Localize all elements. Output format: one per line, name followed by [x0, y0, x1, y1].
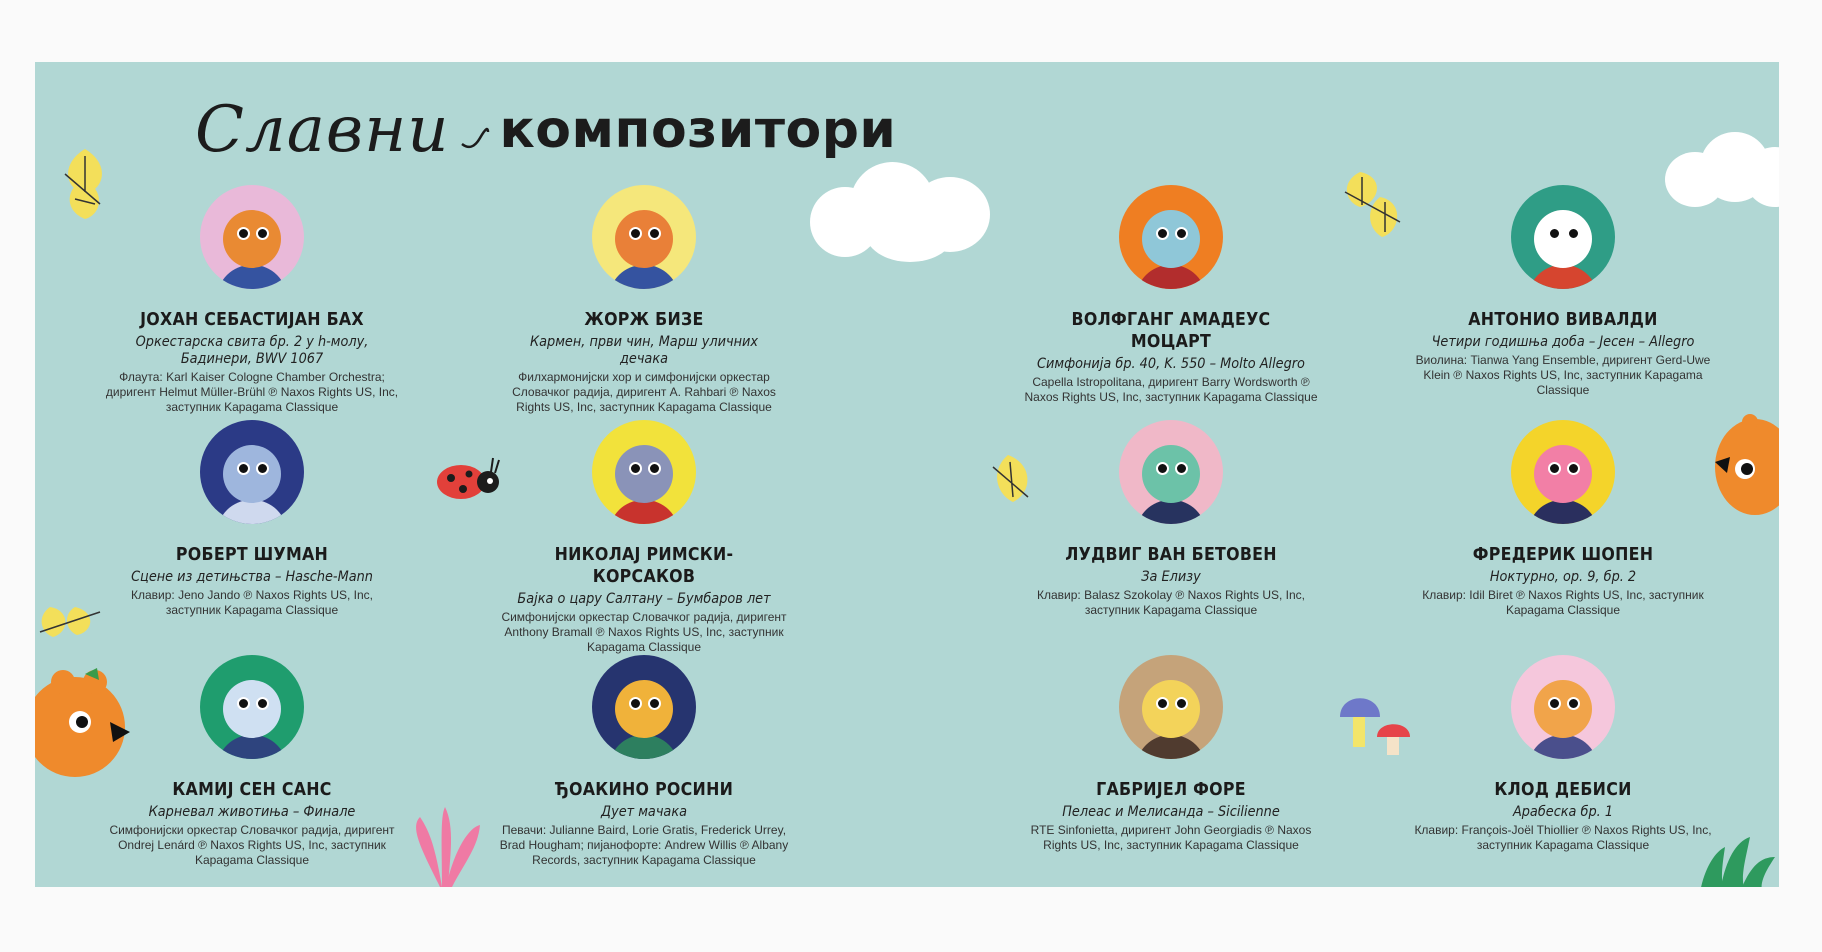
composer-card [1413, 420, 1713, 618]
cloud-decoration [810, 157, 1000, 267]
composer-work: Симфонија бр. 40, K. 550 – Molto Allegro [1037, 356, 1305, 372]
dog-composer-icon [1511, 655, 1615, 759]
composer-work: Пелеас и Мелисанда – Sicilienne [1062, 804, 1280, 820]
composer-card [1413, 655, 1713, 853]
lion-composer-icon [200, 185, 304, 289]
composer-name: ЛУДВИГ ВАН БЕТОВЕН [1065, 544, 1277, 565]
composer-work: Ноктурно, ор. 9, бр. 2 [1489, 569, 1637, 585]
composer-work: Сцене из детињства – Hasche-Mann [131, 569, 373, 585]
composer-name: ВОЛФГАНГ АМАДЕУС МОЦАРТ [1071, 309, 1271, 352]
composer-credit: Флаута: Karl Kaiser Cologne Chamber Orchestra; диригент Helmut Müller-Brühl ℗ Naxos Rights US, Inc, заступник Kapagama Classique [105, 370, 399, 414]
composer-credit: Capella Istropolitana, диригент Barry Wordsworth ℗ Naxos Rights US, Inc, заступник Kapagama Classique [1024, 375, 1318, 404]
composer-work: Оркестарска свита бр. 2 у h-молу, Бадинери, BWV 1067 [135, 334, 369, 367]
composer-credit: Клавир: Jeno Jando ℗ Naxos Rights US, Inc, заступник Kapagama Classique [130, 588, 374, 617]
cat-composer-icon [200, 420, 304, 524]
composer-name: ГАБРИЈЕЛ ФОРЕ [1096, 779, 1246, 800]
peeking-lion-icon [1705, 407, 1779, 527]
composer-name: ЈОХАН СЕБАСТИЈАН БАХ [140, 309, 364, 330]
composer-card [102, 185, 402, 415]
ladybug-icon [433, 454, 501, 500]
composer-name: АНТОНИО ВИВАЛДИ [1468, 309, 1658, 330]
composer-card [494, 185, 794, 415]
composer-name: НИКОЛАЈ РИМСКИ-КОРСАКОВ [554, 544, 734, 587]
composer-credit: Клавир: François-Joël Thiollier ℗ Naxos Rights US, Inc, заступник Kapagama Classique [1414, 823, 1712, 852]
composer-card [1021, 655, 1321, 853]
rabbit-composer-icon [200, 655, 304, 759]
pink-plant-icon [400, 807, 485, 887]
composer-card [494, 655, 794, 868]
sheep-composer-icon [1511, 185, 1615, 289]
composer-work: Арабеска бр. 1 [1512, 804, 1614, 820]
composer-credit: Виолина: Tianwa Yang Ensemble, диригент Gerd-Uwe Klein ℗ Naxos Rights US, Inc, заступник Kapagama Classique [1415, 353, 1711, 397]
composer-name: ЖОРЖ БИЗЕ [584, 309, 704, 330]
composer-name: КЛОД ДЕБИСИ [1494, 779, 1632, 800]
book-spread [35, 62, 1779, 887]
composer-work: За Елизу [1141, 569, 1201, 585]
composer-name: ЂОАКИНО РОСИНИ [554, 779, 734, 800]
composer-card [1413, 185, 1713, 398]
composer-card [102, 420, 402, 618]
composer-card [1021, 185, 1321, 405]
composer-name: РОБЕРТ ШУМАН [175, 544, 329, 565]
title-script: Славни [195, 93, 450, 167]
composer-work: Кармен, први чин, Марш уличних дечака [529, 334, 759, 367]
title-bold: композитори [499, 100, 897, 160]
composer-name: КАМИЈ СЕН САНС [172, 779, 332, 800]
wolf-composer-icon [592, 420, 696, 524]
composer-card [494, 420, 794, 655]
composer-credit: Филхармонијски хор и симфонијски оркестар Словачког радија, диригент A. Rahbari ℗ Naxos Rights US, Inc, заступник Kapagama Classique [512, 370, 776, 414]
glasses-composer-icon [592, 185, 696, 289]
leaf-icon [1340, 167, 1410, 242]
composer-work: Бајка о цару Салтану – Бумбаров лет [517, 591, 771, 607]
composer-card [1021, 420, 1321, 618]
composer-credit: Певачи: Julianne Baird, Lorie Gratis, Frederick Urrey, Brad Hougham; пијанофорте: Andrew Willis ℗ Albany Records, заступник Kapagama Classique [499, 823, 789, 867]
leaf-icon [35, 602, 105, 662]
composer-credit: Симфонијски оркестар Словачког радија, диригент Ondrej Lenárd ℗ Naxos Rights US, Inc, заступник Kapagama Classique [109, 823, 395, 867]
page-title [195, 82, 897, 167]
composer-card [102, 655, 402, 868]
pig-composer-icon [1511, 420, 1615, 524]
house-composer-icon [592, 655, 696, 759]
composer-credit: Клавир: Idil Biret ℗ Naxos Rights US, Inc, заступник Kapagama Classique [1422, 588, 1704, 617]
composer-credit: Симфонијски оркестар Словачког радија, диригент Anthony Bramall ℗ Naxos Rights US, Inc, заступник Kapagama Classique [501, 610, 787, 654]
mushroom-icon [1335, 682, 1420, 767]
composer-credit: RTE Sinfonietta, диригент John Georgiadis ℗ Naxos Rights US, Inc, заступник Kapagama Classique [1030, 823, 1312, 852]
fox-composer-icon [1119, 185, 1223, 289]
title-swash-decoration [460, 122, 490, 152]
composer-work: Карневал животиња – Финале [148, 804, 356, 820]
composer-name: ФРЕДЕРИК ШОПЕН [1472, 544, 1654, 565]
crocodile-composer-icon [1119, 420, 1223, 524]
composer-work: Дует мачака [601, 804, 687, 820]
panda-composer-icon [1119, 655, 1223, 759]
composer-work: Четири годишња доба – Јесен – Allegro [1431, 334, 1695, 350]
composer-credit: Клавир: Balasz Szokolay ℗ Naxos Rights US, Inc, заступник Kapagama Classique [1036, 588, 1305, 617]
